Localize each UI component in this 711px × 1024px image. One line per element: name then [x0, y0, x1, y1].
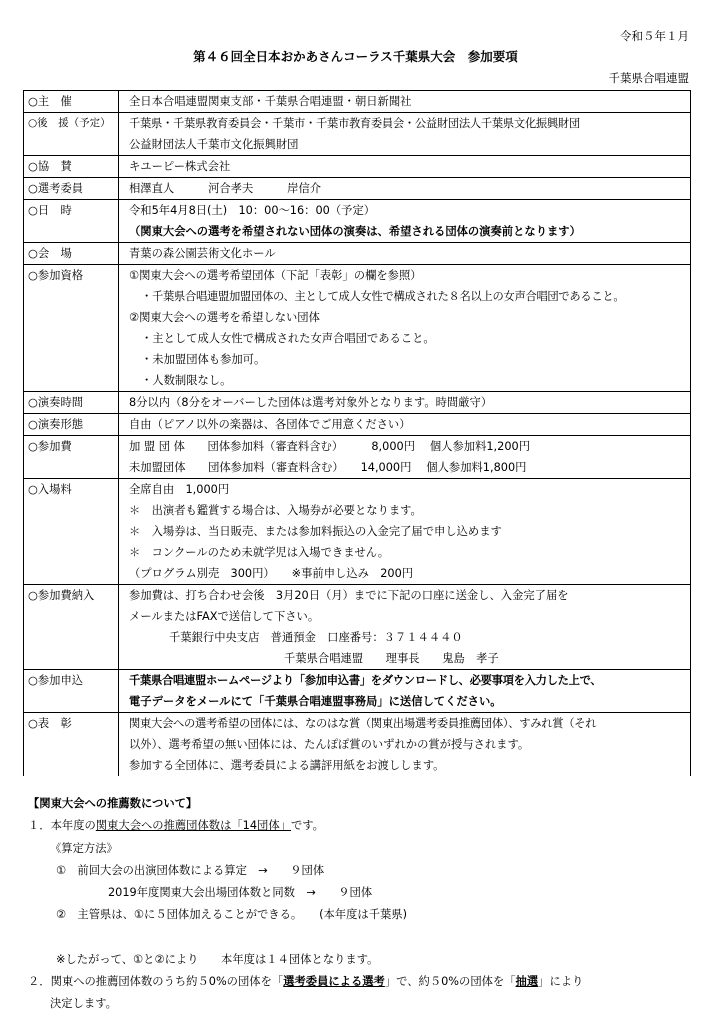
row-value: 8分以内（8分をオーバーした団体は選考対象外となります。時間厳守）: [119, 392, 691, 414]
row-label: ○演奏形態: [24, 414, 119, 436]
row-label: ○参加資格: [24, 265, 119, 392]
item-2-cont: 決定します。: [50, 997, 117, 1011]
row-value: 千葉県・千葉県教育委員会・千葉市・千葉市教育委員会・公益財団法人千葉県文化振興財団 公益財団法人千葉市文化振興財団: [119, 113, 691, 156]
row-label: ○選考委員: [24, 178, 119, 200]
row-label: ○主 催: [24, 91, 119, 113]
row-jikan: [24, 392, 691, 414]
item-2: ２．関東への推薦団体数のうち約５0%の団体を「選考委員による選考」で、約５0%の団体を「抽選」により: [28, 975, 584, 989]
row-hyosho: [24, 713, 691, 777]
row-value: 参加費は、打ち合わせ会後 3月20日（月）までに下記の口座に送金し、入金完了届を メールまたはFAXで送信して下さい。 千葉銀行中央支店 普通預金 口座番号：３７１４４４０ 千葉県合唱連盟 理事長 鬼島 孝子: [119, 585, 691, 670]
row-keitai: [24, 414, 691, 436]
method-2: ② 主管県は、①に５団体加えることができる。 (本年度は千葉県): [56, 908, 408, 922]
row-value: 加 盟 団 体 団体参加料（審査料含む） 8,000円 個人参加料1,200円 未加盟団体 団体参加料（審査料含む） 14,000円 個人参加料1,800円: [119, 436, 691, 479]
row-value: 関東大会への選考希望の団体には、なのはな賞（関東出場選考委員推薦団体）、すみれ賞（それ 以外）、選考希望の無い団体には、たんぽぽ賞のいずれかの賞が授与されます。 参加する全団体に、選考委員による講評用紙をお渡しします。: [119, 713, 691, 777]
note: ※したがって、①と②により 本年度は１４団体となります。: [56, 952, 379, 966]
page-title: 第４６回全日本おかあさんコーラス千葉県大会 参加要項: [193, 49, 518, 64]
row-label: ○後 援（予定）: [24, 113, 119, 156]
row-label: ○会 場: [24, 243, 119, 265]
method-1: ① 前回大会の出演団体数による算定 → ９団体: [56, 863, 325, 877]
row-value: 自由（ピアノ以外の楽器は、各団体でご用意ください）: [119, 414, 691, 436]
row-label: ○参加費: [24, 436, 119, 479]
method-heading: 《算定方法》: [50, 841, 118, 855]
row-nonyu: [24, 585, 691, 670]
info-table: [23, 90, 691, 776]
issue-date: 令和５年１月: [620, 29, 689, 43]
row-label: ○入場料: [24, 479, 119, 585]
row-value: ①関東大会への選考希望団体（下記「表彰」の欄を参照） ・千葉県合唱連盟加盟団体の、主として成人女性で構成された８名以上の女声合唱団であること。 ②関東大会への選考を希望しない団体 ・主として成人女性で構成された女声合唱団であること。 ・未加盟団体も参加可。 ・人数制限なし。: [119, 265, 691, 392]
row-value: 令和5年4月8日(土) 10：00～16：00（予定） （関東大会への選考を希望されない団体の演奏は、希望される団体の演奏前となります）: [119, 200, 691, 243]
row-value: 千葉県合唱連盟ホームページより「参加申込書」をダウンロードし、必要事項を入力した上で、 電子データをメールにて「千葉県合唱連盟事務局」に送信してください。: [119, 670, 691, 713]
row-kyosan: [24, 156, 691, 178]
row-senko: [24, 178, 691, 200]
row-label: ○日 時: [24, 200, 119, 243]
row-shusai: [24, 91, 691, 113]
organizer-name: 千葉県合唱連盟: [608, 71, 689, 85]
row-shikaku: [24, 265, 691, 392]
row-value: 全席自由 1,000円 ＊ 出演者も鑑賞する場合は、入場券が必要となります。 ＊ 入場券は、当日販売、または参加料振込の入金完了届で申し込めます ＊ コンクールのため未就学児は入場できません。 （プログラム別売 300円） ※事前申し込み 200円: [119, 479, 691, 585]
row-label: ○参加申込: [24, 670, 119, 713]
section-heading: 【関東大会への推薦数について】: [28, 797, 198, 810]
row-label: ○演奏時間: [24, 392, 119, 414]
spacer: [28, 927, 693, 949]
row-nyujo: [24, 479, 691, 585]
row-value: 全日本合唱連盟関東支部・千葉県合唱連盟・朝日新聞社: [119, 91, 691, 113]
row-nichiji: [24, 200, 691, 243]
item-1: １．本年度の関東大会への推薦団体数は「14団体」です。: [28, 819, 324, 833]
row-label: ○表 彰: [24, 713, 119, 777]
row-value: キユーピー株式会社: [119, 156, 691, 178]
row-value: 相澤直人 河合孝夫 岸信介: [119, 178, 691, 200]
recommendation-section: [28, 793, 693, 1016]
method-1b: 2019年度関東大会出場団体数と同数 → ９団体: [108, 886, 373, 900]
row-label: ○参加費納入: [24, 585, 119, 670]
row-value: 青葉の森公園芸術文化ホール: [119, 243, 691, 265]
row-label: ○協 賛: [24, 156, 119, 178]
row-hiyo: [24, 436, 691, 479]
row-moushikomi: [24, 670, 691, 713]
row-koen: [24, 113, 691, 156]
row-kaijo: [24, 243, 691, 265]
